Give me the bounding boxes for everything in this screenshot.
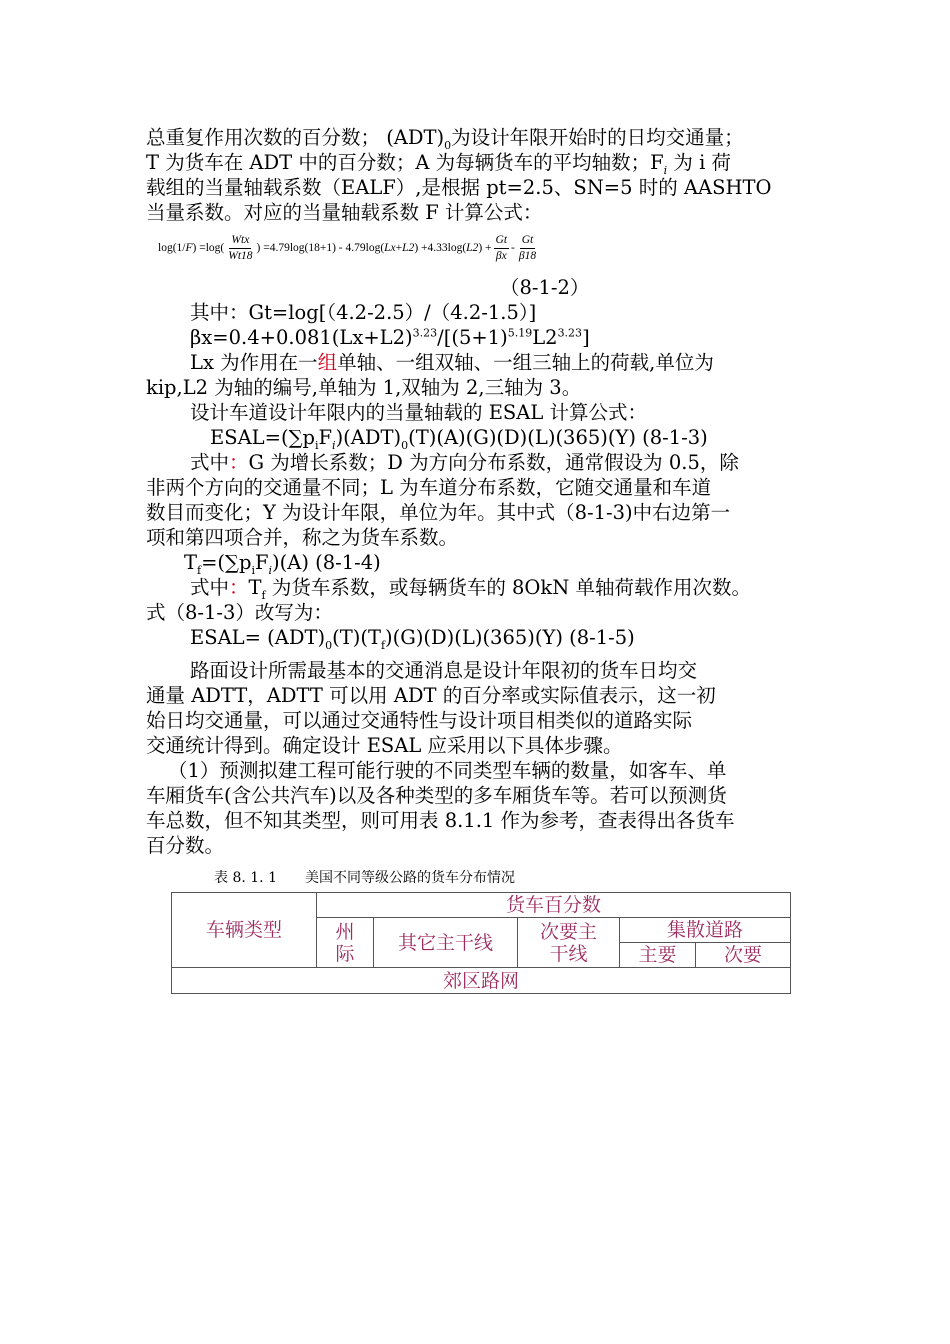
header-truck-percent: 货车百分数 <box>317 893 791 918</box>
text-line: 总重复作用次数的百分数； $(ADT)_0$为设计年限开始时的日均交通量； <box>146 126 744 152</box>
header-other-arterial: 其它主干线 <box>374 918 518 968</box>
text-line: 式中：$T_f$ 为货车系数，或每辆货车的 8OkN 单轴荷载作用次数。 <box>190 576 751 602</box>
text-line: $\beta x=0.4+0.081(Lx+L2)^{3.23}/[(5+1)^{5.19}L2^{3.23}]$ <box>190 326 590 349</box>
text-line: （1）预测拟建工程可能行驶的不同类型车辆的数量，如客车、单 <box>168 759 727 782</box>
table-caption: 表 8. 1. 1 美国不同等级公路的货车分布情况 <box>214 870 515 886</box>
text-line: Lx 为作用在一组单轴、一组双轴、一组三轴上的荷载,单位为 <box>190 351 714 374</box>
text-line: 项和第四项合并，称之为货车系数。 <box>146 526 459 549</box>
text-line: 车总数，但不知其类型，则可用表 8.1.1 作为参考，查表得出各货车 <box>146 809 735 832</box>
row-suburban-network: 郊区路网 <box>172 968 791 994</box>
header-collector: 集散道路 <box>620 918 791 943</box>
equation-number: （8-1-2） <box>500 276 590 299</box>
truck-distribution-table <box>171 892 791 994</box>
text-line: 当量系数。对应的当量轴载系数 F 计算公式： <box>146 201 543 224</box>
text-line: 非两个方向的交通量不同；L 为车道分布系数，它随交通量和车道 <box>146 476 712 499</box>
header-collector-minor: 次要 <box>696 943 791 968</box>
text-line: 交通统计得到。确定设计 ESAL 应采用以下具体步骤。 <box>146 734 623 757</box>
text-line: 式（8-1-3）改写为： <box>146 601 333 624</box>
fraction: $\frac{Gt}{\beta x}$ <box>495 233 508 262</box>
text-line: 式中：G 为增长系数；D 为方向分布系数，通常假设为 0.5，除 <box>190 451 739 474</box>
text-line: T 为货车在 ADT 中的百分数；A 为每辆货车的平均轴数；$F_i$ 为 i 荷 <box>146 151 732 177</box>
text-line: 其中：Gt=log[（4.2-2.5）/（4.2-1.5）] <box>190 301 537 324</box>
text-line: 路面设计所需最基本的交通消息是设计年限初的货车日均交 <box>190 659 698 682</box>
header-vehicle-type: 车辆类型 <box>172 893 317 968</box>
text-line: 百分数。 <box>146 834 225 857</box>
text-line: kip,L2 为轴的编号,单轴为 1,双轴为 2,三轴为 3。 <box>146 376 582 399</box>
esal-formula-rewritten: ESAL= $(ADT)_0(T)(T_f)(G)(D)(L)(365)(Y)$ (8-1-5) <box>190 626 635 652</box>
header-interstate: 州 际 <box>317 918 374 968</box>
text-line: 通量 ADTT，ADTT 可以用 ADT 的百分率或实际值表示，这一初 <box>146 684 716 707</box>
text-line: 车厢货车(含公共汽车)以及各种类型的多车厢货车等。若可以预测货 <box>146 784 727 807</box>
fraction: $\frac{\text{Wtx}}{Wt18}$ <box>228 233 253 262</box>
esal-formula: $ESAL=(\sum p_iF_i)(ADT)_0(T)(A)(G)(D)(L)(365)(Y)$ (8-1-3) <box>210 426 708 452</box>
ealf-formula: log(1/ F ) =log( $\frac{\text{Wtx}}{Wt18}$ ) =4.79log(18+1) - 4.79log( Lx + L2 ) +4.33log( L2 ) + $\frac{Gt}{\beta x}$ - $\frac{Gt}{\beta 18}$ <box>158 233 537 262</box>
text-line: 始日均交通量，可以通过交通特性与设计项目相类似的道路实际 <box>146 709 693 732</box>
fraction: $\frac{Gt}{\beta 18}$ <box>518 233 537 262</box>
tf-formula: $T_f=(\sum p_iF_i)(A)$ (8-1-4) <box>184 551 381 577</box>
header-collector-major: 主要 <box>620 943 696 968</box>
text-line: 数目而变化；Y 为设计年限，单位为年。其中式（8-1-3)中右边第一 <box>146 501 731 524</box>
text-line: 载组的当量轴载系数（EALF）,是根据 pt=2.5、SN=5 时的 AASHTO <box>146 176 772 199</box>
text-line: 设计车道设计年限内的当量轴载的 ESAL 计算公式： <box>190 401 648 424</box>
header-minor-arterial: 次要主 干线 <box>518 918 620 968</box>
